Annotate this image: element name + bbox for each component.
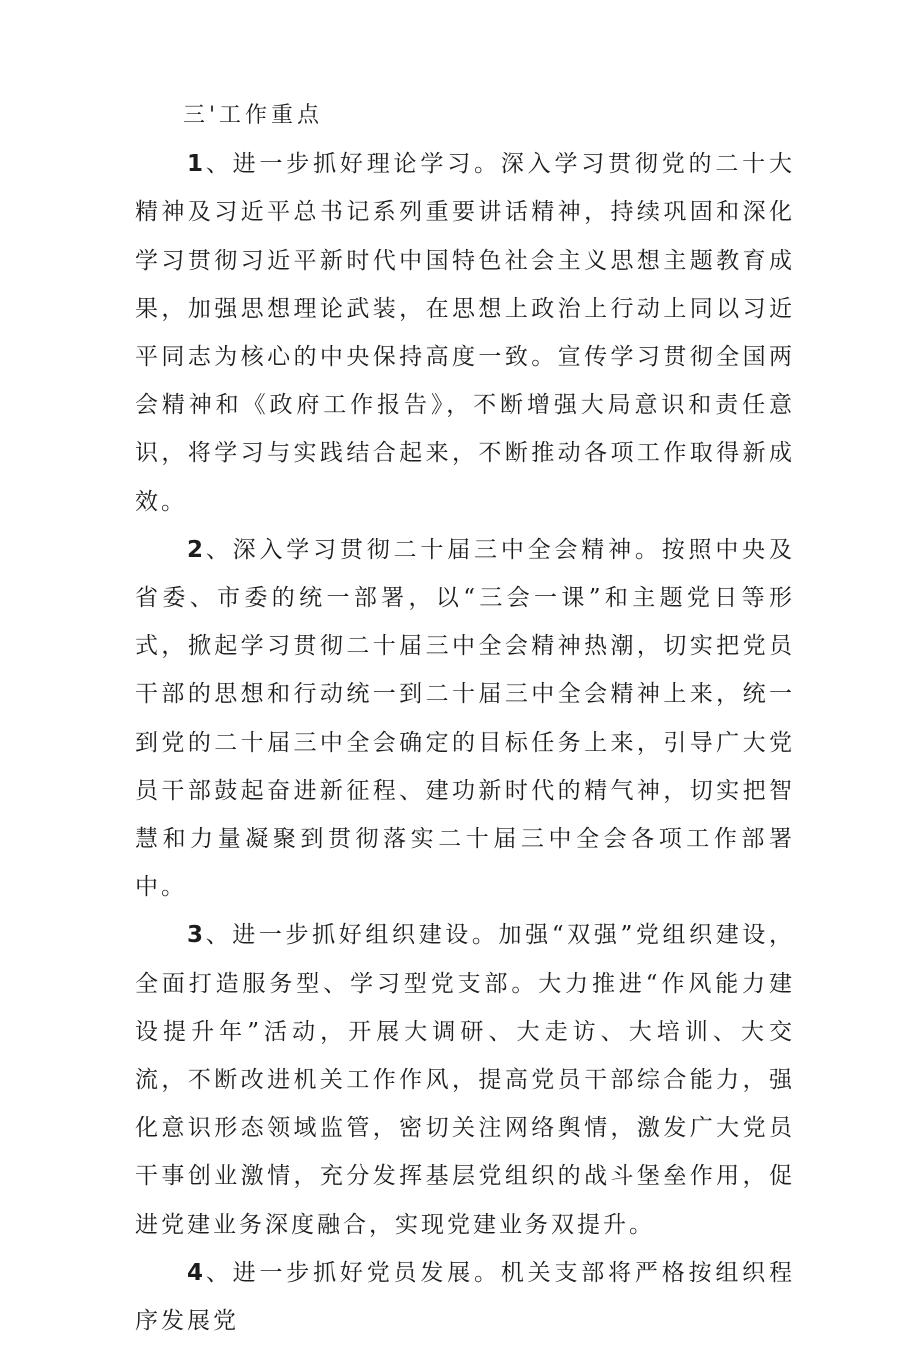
- paragraph-1: [135, 140, 795, 526]
- paragraph-number: 3: [187, 922, 206, 949]
- paragraph-number: 1: [187, 151, 206, 178]
- paragraph-text: 、进一步抓好党员发展。机关支部将严格按组织程序发展党: [135, 1259, 795, 1335]
- paragraph-4: [135, 1249, 795, 1345]
- document-body: [135, 92, 795, 1345]
- paragraph-text: 、进一步抓好组织建设。加强“双强”党组织建设，全面打造服务型、学习型党支部。大力推进“作风能力建设提升年”活动，开展大调研、大走访、大培训、大交流，不断改进机关工作作风，提高党员干部综合能力，强化意识形态领域监管，密切关注网络舆情，激发广大党员干事创业激情，充分发挥基层党组织的战斗堡垒作用，促进党建业务深度融合，实现党建业务双提升。: [135, 922, 795, 1238]
- paragraph-number: 4: [187, 1259, 206, 1286]
- section-heading: 三'工作重点: [183, 103, 324, 128]
- paragraph-number: 2: [187, 536, 206, 563]
- paragraph-text: 、进一步抓好理论学习。深入学习贯彻党的二十大精神及习近平总书记系列重要讲话精神，持续巩固和深化学习贯彻习近平新时代中国特色社会主义思想主题教育成果，加强思想理论武装，在思想上政治上行动上同以习近平同志为核心的中央保持高度一致。宣传学习贯彻全国两会精神和《政府工作报告》，不断增强大局意识和责任意识，将学习与实践结合起来，不断推动各项工作取得新成效。: [135, 151, 795, 515]
- paragraph-2: [135, 526, 795, 912]
- paragraph-text: 、深入学习贯彻二十届三中全会精神。按照中央及省委、市委的统一部署，以“三会一课”和主题党日等形式，掀起学习贯彻二十届三中全会精神热潮，切实把党员干部的思想和行动统一到二十届三中全会精神上来，统一到党的二十届三中全会确定的目标任务上来，引导广大党员干部鼓起奋进新征程、建功新时代的精气神，切实把智慧和力量凝聚到贯彻落实二十届三中全会各项工作部署中。: [135, 536, 795, 901]
- paragraph-3: [135, 911, 795, 1248]
